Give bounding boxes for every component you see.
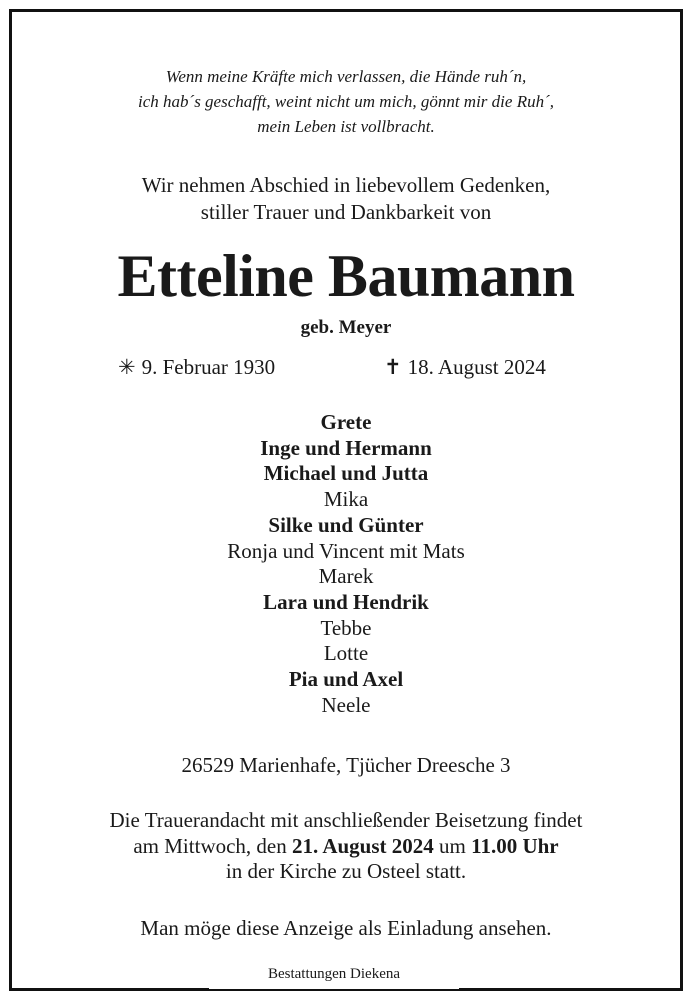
ceremony-time: 11.00 Uhr [471, 833, 559, 858]
ceremony-line-3: in der Kirche zu Osteel statt. [225, 859, 467, 883]
ceremony-line-2 [12, 834, 680, 860]
intro-line-2: stiller Trauer und Dankbarkeit von [200, 200, 492, 224]
mourners-list [12, 410, 680, 718]
mourner-line: Mika [323, 487, 369, 512]
mourner-line: Tebbe [320, 615, 372, 640]
ceremony-mid: um [439, 833, 466, 858]
ceremony-prefix: am Mittwoch, den [133, 833, 287, 858]
birth-date: 9. Februar 1930 [141, 355, 276, 379]
death-date: 18. August 2024 [407, 355, 546, 379]
maiden-name: geb. Meyer [300, 317, 392, 338]
poem [12, 64, 680, 139]
mourner-line: Michael und Jutta [263, 461, 429, 486]
ceremony-info [12, 808, 680, 885]
poem-line-3: mein Leben ist vollbracht. [257, 117, 435, 136]
birth-date-group [118, 353, 275, 381]
birth-star-icon: ✳ [118, 355, 136, 379]
mourner-line: Pia und Axel [288, 667, 404, 692]
mourner-line: Lara und Hendrik [263, 589, 429, 614]
intro-line-1: Wir nehmen Abschied in liebevollem Gedenken, [141, 173, 551, 197]
mourner-line: Grete [320, 410, 372, 434]
cross-icon: ✝ [384, 355, 402, 379]
poem-line-2: ich hab´s geschafft, weint nicht um mich, gönnt mir die Ruh´, [138, 92, 554, 111]
mourner-line: Lotte [323, 641, 369, 666]
ceremony-line-1: Die Trauerandacht mit anschließender Beisetzung findet [109, 808, 583, 832]
death-date-group [384, 353, 546, 381]
mourner-line: Ronja und Vincent mit Mats [227, 538, 465, 563]
funeral-home-credit: Bestattungen Diekena [209, 959, 459, 989]
intro-text [12, 172, 680, 226]
address: 26529 Marienhafe, Tjücher Dreesche 3 [181, 753, 511, 777]
mourner-line: Silke und Günter [268, 512, 424, 537]
mourner-line: Neele [321, 692, 371, 717]
ceremony-date: 21. August 2024 [292, 833, 434, 858]
mourner-line: Inge und Hermann [260, 435, 432, 460]
deceased-name: Etteline Baumann [117, 243, 575, 309]
mourner-line: Marek [318, 564, 374, 589]
poem-line-1: Wenn meine Kräfte mich verlassen, die Hände ruh´n, [165, 67, 527, 86]
invitation-note: Man möge diese Anzeige als Einladung ansehen. [140, 916, 552, 940]
